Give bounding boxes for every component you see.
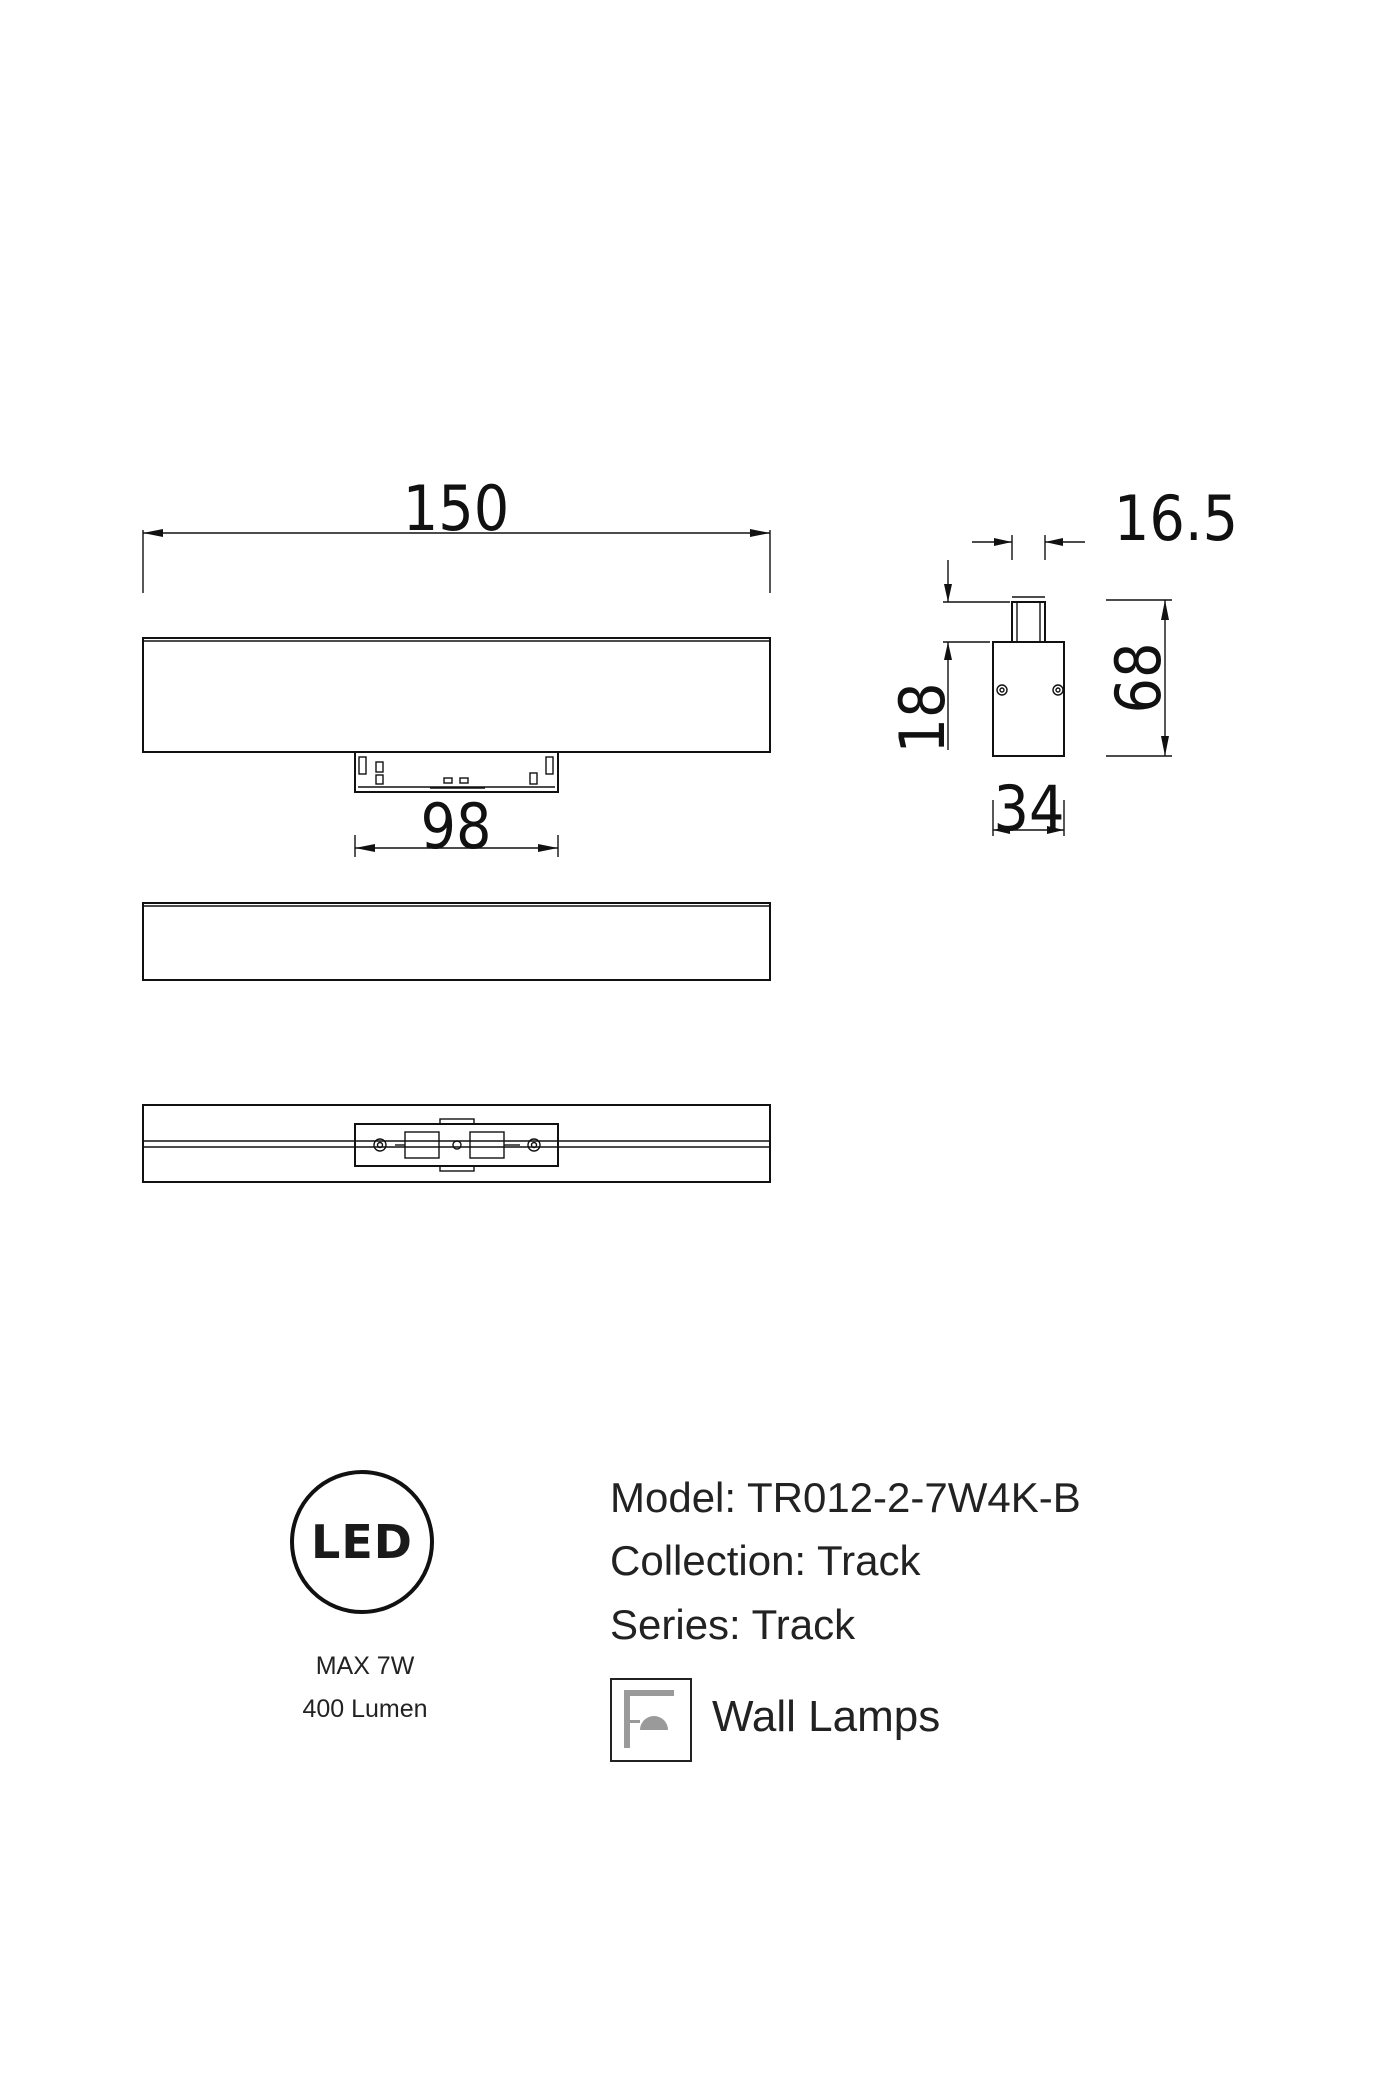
series-label: Series: Track [610,1601,856,1648]
side-view [886,482,1238,845]
width-dimension: 34 [993,772,1065,845]
wall-lamp-icon [610,1678,692,1762]
collection-label: Collection: Track [610,1537,921,1584]
led-badge [290,1470,434,1614]
model-label: Model: TR012-2-7W4K-B [610,1474,1081,1521]
top-view [143,903,770,980]
mount-width-dimension: 98 [420,790,492,863]
front-view [143,472,770,863]
category-label: Wall Lamps [712,1692,941,1741]
height-dimension: 68 [1102,642,1175,714]
max-power-label: MAX 7W [315,1652,415,1680]
adapter-height-dimension: 18 [886,682,959,754]
lumen-label: 400 Lumen [302,1695,428,1723]
length-dimension: 150 [402,472,510,545]
led-badge-text: LED [311,1515,413,1569]
depth-dimension: 16.5 [1113,482,1239,555]
bottom-view [143,1105,770,1182]
